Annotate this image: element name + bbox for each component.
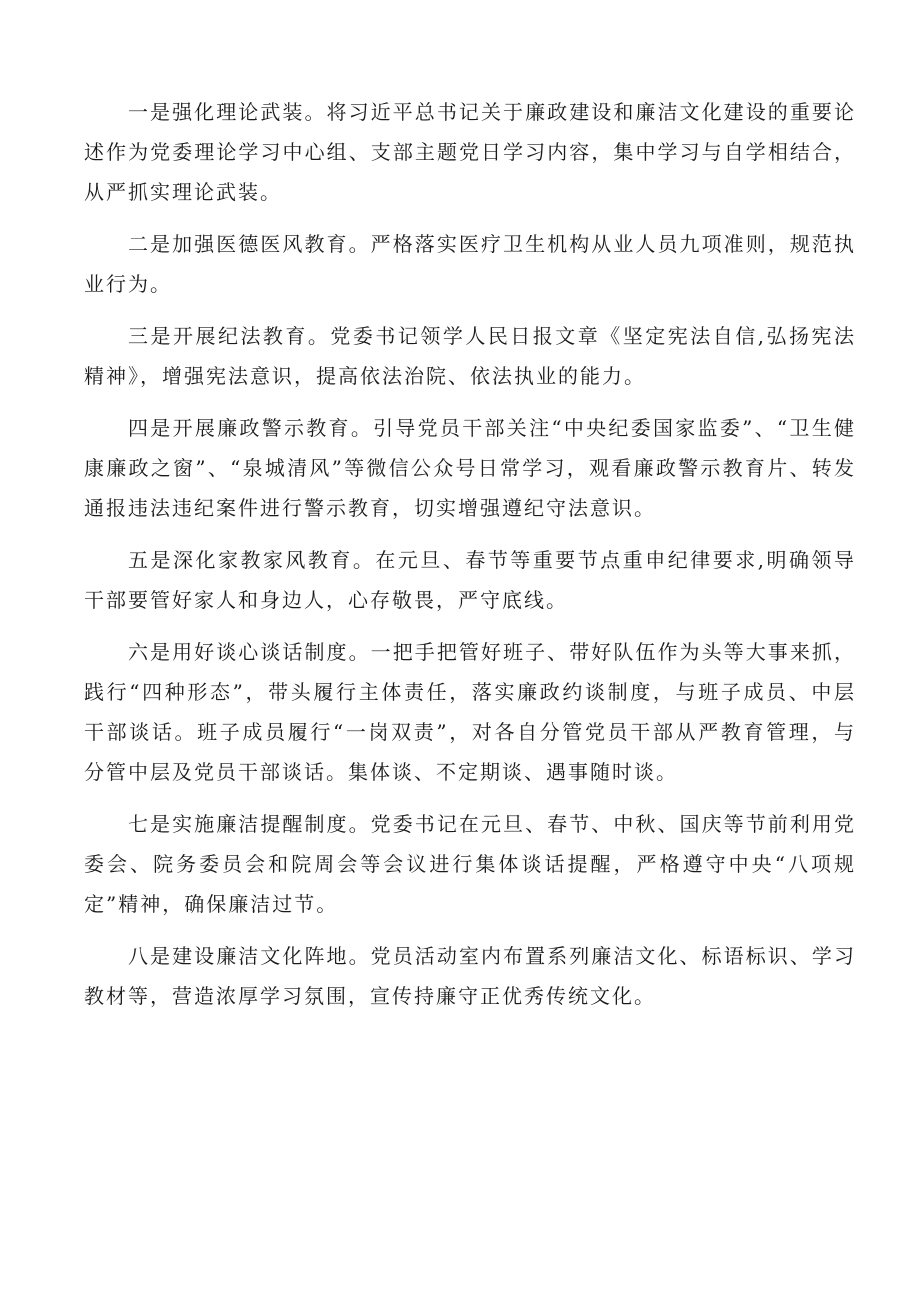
paragraph-3: 三是开展纪法教育。党委书记领学人民日报文章《坚定宪法自信,弘扬宪法精神》，增强宪法意识，提高依法治院、依法执业的能力。 (84, 324, 856, 388)
paragraph-4: 四是开展廉政警示教育。引导党员干部关注“中央纪委国家监委”、“卫生健康廉政之窗”、“泉城清风”等微信公众号日常学习，观看廉政警示教育片、转发通报违法违纪案件进行警示教育，切实增强遵纪守法意识。 (84, 416, 856, 520)
document-body (84, 92, 856, 1028)
paragraph-6: 六是用好谈心谈话制度。一把手把管好班子、带好队伍作为头等大事来抓，践行“四种形态”，带头履行主体责任，落实廉政约谈制度，与班子成员、中层干部谈话。班子成员履行“一岗双责”，对各自分管党员干部从严教育管理，与分管中层及党员干部谈话。集体谈、不定期谈、遇事随时谈。 (84, 640, 856, 784)
paragraph-2: 二是加强医德医风教育。严格落实医疗卫生机构从业人员九项准则，规范执业行为。 (84, 232, 856, 296)
paragraph-1: 一是强化理论武装。将习近平总书记关于廉政建设和廉洁文化建设的重要论述作为党委理论学习中心组、支部主题党日学习内容，集中学习与自学相结合，从严抓实理论武装。 (84, 100, 856, 204)
paragraph-7: 七是实施廉洁提醒制度。党委书记在元旦、春节、中秋、国庆等节前利用党委会、院务委员会和院周会等会议进行集体谈话提醒，严格遵守中央“八项规定”精神，确保廉洁过节。 (84, 812, 856, 916)
paragraph-5: 五是深化家教家风教育。在元旦、春节等重要节点重申纪律要求,明确领导干部要管好家人和身边人，心存敬畏，严守底线。 (84, 548, 856, 612)
paragraph-8: 八是建设廉洁文化阵地。党员活动室内布置系列廉洁文化、标语标识、学习教材等，营造浓厚学习氛围，宣传持廉守正优秀传统文化。 (84, 944, 856, 1008)
